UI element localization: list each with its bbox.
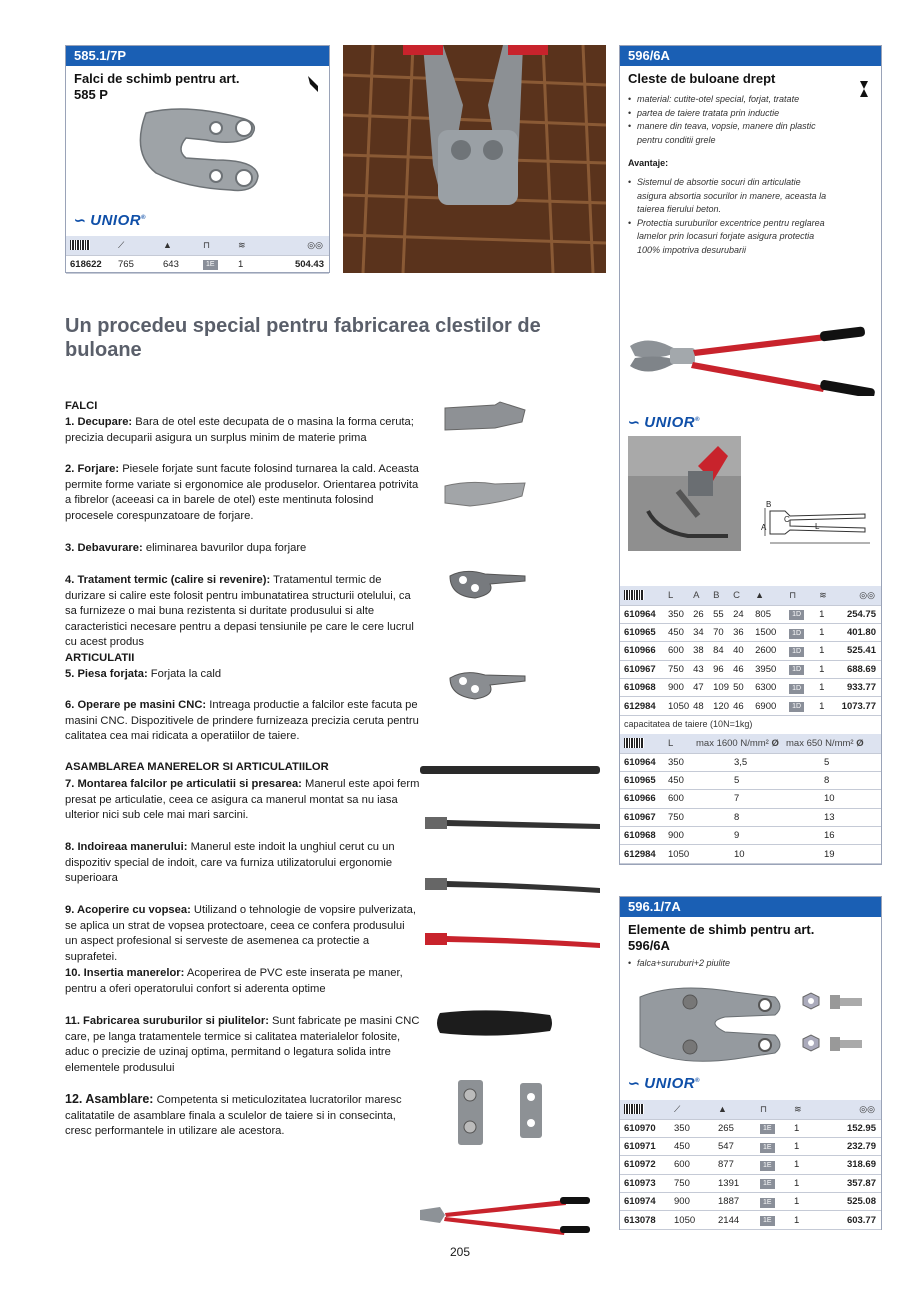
product-code: 596/6A bbox=[620, 46, 881, 66]
table-row: 610968 900 47 109 50 6300 1D 1 933.77 bbox=[620, 679, 881, 697]
quantity-icon: ≋ bbox=[238, 239, 246, 250]
bolt-cutter-image bbox=[625, 326, 880, 396]
barcode-icon bbox=[624, 738, 644, 748]
table-row: 610967 750 8 13 bbox=[620, 808, 881, 826]
table-header bbox=[66, 236, 329, 255]
rebar-photo-drawing bbox=[343, 45, 606, 273]
unior-mark-icon: ∽ bbox=[628, 1075, 641, 1091]
step-2: 2. Forjare: Piesele forjate sunt facute folosind turnarea la cald. Aceasta permite forme variate si ergonomice ale produselor. Orientarea potrivita a fibrelor (aceeasi ca in barele de otel) este mentinuta folosind procesele corespunzatoare de forjare. bbox=[65, 463, 419, 522]
length-icon: ⟋ bbox=[674, 1103, 681, 1114]
advantages-label: Avantaje: bbox=[628, 158, 669, 168]
list-item: • manere din teava, vopsie, manere din plastic pentru conditii grele bbox=[628, 120, 828, 147]
step-6: 6. Operare pe masini CNC: Intreaga productie a falcilor este facuta pe masini CNC. Dispozitivele de prindere furnizeaza precizia ceruta pentru calitatea cea mai ridicata a operatiilor de taiere. bbox=[65, 699, 419, 743]
dim-label-b: B bbox=[766, 500, 772, 509]
list-item: • material: cutite-otel special, forjat, tratate bbox=[628, 93, 828, 107]
section-heading-falci: FALCI bbox=[65, 400, 98, 412]
dim-label-c: C bbox=[784, 515, 790, 524]
package-icon: ⊓ bbox=[760, 1103, 768, 1114]
unior-mark-icon: ∽ bbox=[74, 212, 87, 228]
blade-type-icon bbox=[306, 74, 320, 94]
coins-icon: ◎◎ bbox=[307, 239, 323, 250]
dim-label-l: L bbox=[815, 522, 820, 531]
section-heading-articulatii: ARTICULATII bbox=[65, 652, 135, 664]
table-row: 610973 750 1391 1E 1 357.87 bbox=[620, 1174, 881, 1192]
table-row: 610970 350 265 1E 1 152.95 bbox=[620, 1119, 881, 1137]
table-row: 618622 765 643 1E 1 504.43 bbox=[66, 255, 329, 273]
usage-photo bbox=[628, 436, 741, 551]
process-image-bent bbox=[420, 873, 605, 897]
weight-icon: ▲ bbox=[163, 239, 172, 250]
process-image-painted bbox=[420, 928, 605, 952]
barcode-icon bbox=[624, 1104, 644, 1114]
unior-mark-icon: ∽ bbox=[628, 414, 641, 430]
table-header: L A B C ▲ ⊓ ≋ ◎◎ bbox=[620, 586, 881, 605]
table-row: 610968 900 9 16 bbox=[620, 827, 881, 845]
step-1: 1. Decupare: Bara de otel este decupata de o masina la forma ceruta; precizia decuparii asigura un surplus minim de materie prima bbox=[65, 416, 414, 444]
dimension-drawing bbox=[760, 496, 875, 551]
length-icon: ⟋ bbox=[118, 239, 125, 250]
step-5: 5. Piesa forjata: Forjata la cald bbox=[65, 668, 222, 680]
spec-table-5961 bbox=[620, 1100, 881, 1230]
process-image-heat-treated bbox=[445, 566, 530, 606]
rebar-cutting-photo bbox=[343, 45, 606, 273]
spare-parts-image bbox=[635, 977, 870, 1072]
step-11: 11. Fabricarea suruburilor si piulitelor: Sunt fabricate pe masini CNC care, pe langa tratamentele termice si calitatea materialelor folosite, aduc o precizie de uzinaj optima, permitand o legatura solida intre elementele produsului bbox=[65, 1015, 420, 1074]
step-8: 8. Indoireaa manerului: Manerul este indoit la unghiul cerut cu un dispozitiv special de indoit, care va furniza utilizatorului ergonomie superioara bbox=[65, 841, 395, 885]
table-row: 610967 750 43 96 46 3950 1D 1 688.69 bbox=[620, 660, 881, 678]
table-body bbox=[620, 1119, 881, 1229]
capacity-label: capacitatea de taiere (10N=1kg) bbox=[624, 719, 753, 729]
list-item: • Protectia suruburilor excentrice pentru reglarea lamelor prin locasuri forjate asigura protectia 100% impotriva desurubarii bbox=[628, 217, 828, 258]
unior-logo: ∽ UNIOR® bbox=[628, 414, 700, 431]
product-box-596 bbox=[619, 45, 882, 865]
page-title: Un procedeu special pentru fabricarea clestilor de buloane bbox=[65, 315, 541, 361]
quantity-icon: ≋ bbox=[819, 589, 827, 600]
spec-table-585 bbox=[66, 236, 329, 274]
barcode-icon bbox=[70, 240, 90, 250]
table-row: 610971 450 547 1E 1 232.79 bbox=[620, 1137, 881, 1155]
table-row: 610974 900 1887 1E 1 525.08 bbox=[620, 1193, 881, 1211]
weight-icon: ▲ bbox=[755, 589, 765, 600]
advantages-list bbox=[628, 176, 828, 257]
diameter-icon: Ø bbox=[856, 737, 864, 749]
capacity-table bbox=[620, 734, 881, 864]
table-row: 610966 600 38 84 40 2600 1D 1 525.41 bbox=[620, 642, 881, 660]
blade-type-icon bbox=[859, 80, 869, 98]
process-image-cut-bar bbox=[440, 400, 530, 440]
table-row: 610964 350 3,5 5 bbox=[620, 753, 881, 771]
table-row: 610965 450 34 70 36 1500 1D 1 401.80 bbox=[620, 623, 881, 641]
table-header bbox=[620, 1100, 881, 1119]
table-row: 610964 350 26 55 24 805 1D 1 254.75 bbox=[620, 605, 881, 623]
coins-icon: ◎◎ bbox=[859, 1103, 875, 1114]
table-row: 612984 1050 48 120 46 6900 1D 1 1073.77 bbox=[620, 697, 881, 715]
step-9: 9. Acoperire cu vopsea: Utilizand o tehnologie de vopsire pulverizata, se aplica un strat de vopsea protectoare, ceea ce confera produsului un aspect profesional si serveste de asemenea ca protectie a suprafetei. bbox=[65, 904, 416, 963]
process-image-bolts bbox=[450, 1075, 560, 1150]
table-row: 610966 600 7 10 bbox=[620, 790, 881, 808]
page-number: 205 bbox=[449, 1245, 471, 1259]
table-row: 610965 450 5 8 bbox=[620, 771, 881, 789]
list-item: • partea de taiere tratata prin inductie bbox=[628, 107, 828, 121]
list-item: • falca+suruburi+2 piulite bbox=[628, 957, 828, 971]
table-row: 612984 1050 10 19 bbox=[620, 845, 881, 863]
process-image-forged bbox=[440, 478, 530, 514]
coins-icon: ◎◎ bbox=[859, 589, 875, 600]
product-code: 585.1/7P bbox=[66, 46, 329, 66]
feature-list bbox=[628, 93, 828, 147]
table-body bbox=[620, 605, 881, 715]
unior-logo: ∽ UNIOR® bbox=[74, 212, 146, 229]
process-image-grip bbox=[432, 1005, 557, 1041]
process-image-handle-tube bbox=[415, 760, 605, 780]
spec-table-596 bbox=[620, 586, 881, 716]
package-icon: ⊓ bbox=[789, 589, 797, 600]
section-heading-asamblarea: ASAMBLAREA MANERELOR SI ARTICULATIILOR bbox=[65, 761, 329, 773]
process-image-articulation bbox=[445, 666, 530, 706]
dim-label-a: A bbox=[761, 523, 767, 532]
step-7: 7. Montarea falcilor pe articulatii si presarea: Manerul este apoi ferm presat pe articulatie, ceea ce asigura ca manerul montat sa nu iasa ulterior nici sub cele mai mari sarcini. bbox=[65, 778, 420, 822]
step-10: 10. Insertia manerelor: Acoperirea de PVC este inserata pe maner, pentru a oferi operatorului confort si aderenta optime bbox=[65, 967, 403, 995]
step-3: 3. Debavurare: eliminarea bavurilor dupa forjare bbox=[65, 542, 307, 554]
step-12: 12. Asamblare: Competenta si meticulozitatea lucratorilor maresc calitatatile de asamblare finala a sculelor de taiere si in consecinta, cresc performantele in utilizare ale acestora. bbox=[65, 1092, 402, 1138]
table-header: L max 1600 N/mm² Ø max 650 N/mm² Ø bbox=[620, 734, 881, 753]
jaw-image bbox=[126, 98, 276, 208]
table-row: 610972 600 877 1E 1 318.69 bbox=[620, 1156, 881, 1174]
table-row: 613078 1050 2144 1E 1 603.77 bbox=[620, 1211, 881, 1229]
table-body bbox=[620, 753, 881, 863]
list-item: • Sistemul de absortie socuri din articulatie asigura absortia socurilor in manere, aceasta la taierea fierului beton. bbox=[628, 176, 828, 217]
product-title: Cleste de buloane drept bbox=[628, 71, 776, 86]
product-code: 596.1/7A bbox=[620, 897, 881, 917]
step-4: 4. Tratament termic (calire si revenire): Tratamentul termic de durizare si calire este folosit pentru imbunatatirea structurii otelului, ca sa furnizeze o mai buna rezistenta si duritate produsului si alte caracteristici necesare pentru a depasi tensiunile pe care le cere lucrul cu acest produs bbox=[65, 574, 414, 649]
product-title: Falci de schimb pentru art. 585 P bbox=[74, 71, 240, 102]
unior-logo: ∽ UNIOR® bbox=[628, 1075, 700, 1092]
product-box-5961 bbox=[619, 896, 882, 1230]
diameter-icon: Ø bbox=[771, 737, 779, 749]
weight-icon: ▲ bbox=[718, 1103, 727, 1114]
process-image-final-cutter bbox=[415, 1195, 595, 1235]
barcode-icon bbox=[624, 590, 644, 600]
quantity-icon: ≋ bbox=[794, 1103, 802, 1114]
product-box-585 bbox=[65, 45, 330, 273]
product-title: Elemente de shimb pentru art. 596/6A bbox=[628, 922, 815, 953]
feature-list bbox=[628, 957, 828, 971]
process-image-pressed bbox=[420, 812, 605, 836]
package-icon: ⊓ bbox=[203, 239, 211, 250]
